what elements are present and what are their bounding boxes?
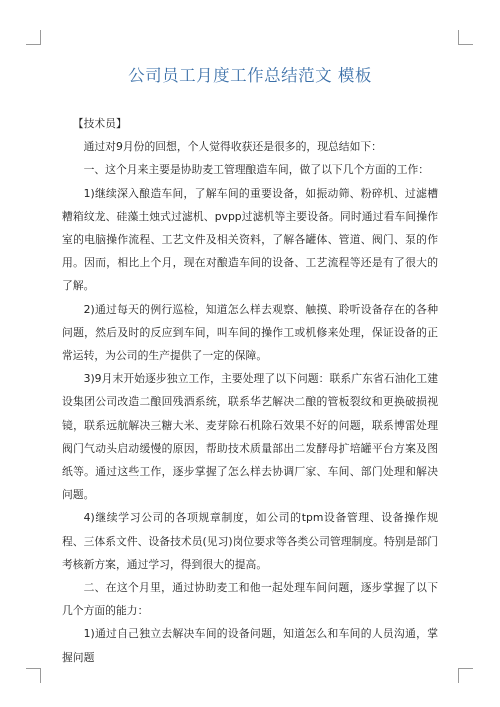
role-heading: 【技术员】 xyxy=(72,117,127,130)
item-paragraph: 3)9月末开始逐步独立工作，主要处理了以下问题：联系广东省石油化工建设集团公司改造二酿回残酒系统，联系华艺解决二酿的管板裂纹和更换破损视镜，联系远航解决三糖大米、麦芽除石机除石效果不好的问题，联系博雷处理阀门气动头启动缓慢的原因，帮助技术质量部出二发酵母扩培罐平台方案及图纸等。通过这些工作，逐步掌握了怎么样去协调厂家、车间、部门处理和解决问题。 xyxy=(62,372,438,502)
item-paragraph: 1)继续深入酿造车间，了解车间的重要设备，如振动筛、粉碎机、过滤槽糟箱纹龙、硅藻土烛式过滤机、pvpp过滤机等主要设备。同时通过看车间操作室的电脑操作流程、工艺文件及相关资料，了解各罐体、管道、阀门、泵的作用。因而，相比上个月，现在对酿造车间的设备、工艺流程等还是有了很大的了解。 xyxy=(62,186,438,293)
item-paragraph: 2)通过每天的例行巡检，知道怎么样去观察、触摸、聆听设备存在的各种问题，然后及时的反应到车间，叫车间的操作工或机修来处理，保证设备的正常运转，为公司的生产提供了一定的保障。 xyxy=(62,302,438,363)
intro-paragraph: 通过对9月份的回想，个人觉得收获还是很多的，现总结如下： xyxy=(83,140,382,154)
document-body xyxy=(62,112,438,669)
crop-mark-bottom-left xyxy=(26,668,41,683)
crop-mark-top-right xyxy=(458,30,473,45)
document-title: 公司员工月度工作总结范文 模板 xyxy=(128,66,372,85)
item-paragraph: 4)继续学习公司的各项规章制度，如公司的tpm设备管理、设备操作规程、三体系文件、设备技术员(见习)岗位要求等各类公司管理制度。特别是部门考核新方案，通过学习，得到很大的提高。 xyxy=(62,511,438,571)
crop-mark-top-left xyxy=(26,30,41,45)
crop-mark-bottom-right xyxy=(458,668,473,683)
item-paragraph: 1)通过自己独立去解决车间的设备问题，知道怎么和车间的人员沟通，掌握问题 xyxy=(62,627,438,664)
section-two-heading: 二、在这个月里，通过协助麦工和他一起处理车间问题，逐步掌握了以下几个方面的能力： xyxy=(62,581,438,618)
section-one-heading: 一、这个月来主要是协助麦工管理酿造车间，做了以下几个方面的工作： xyxy=(83,163,430,177)
